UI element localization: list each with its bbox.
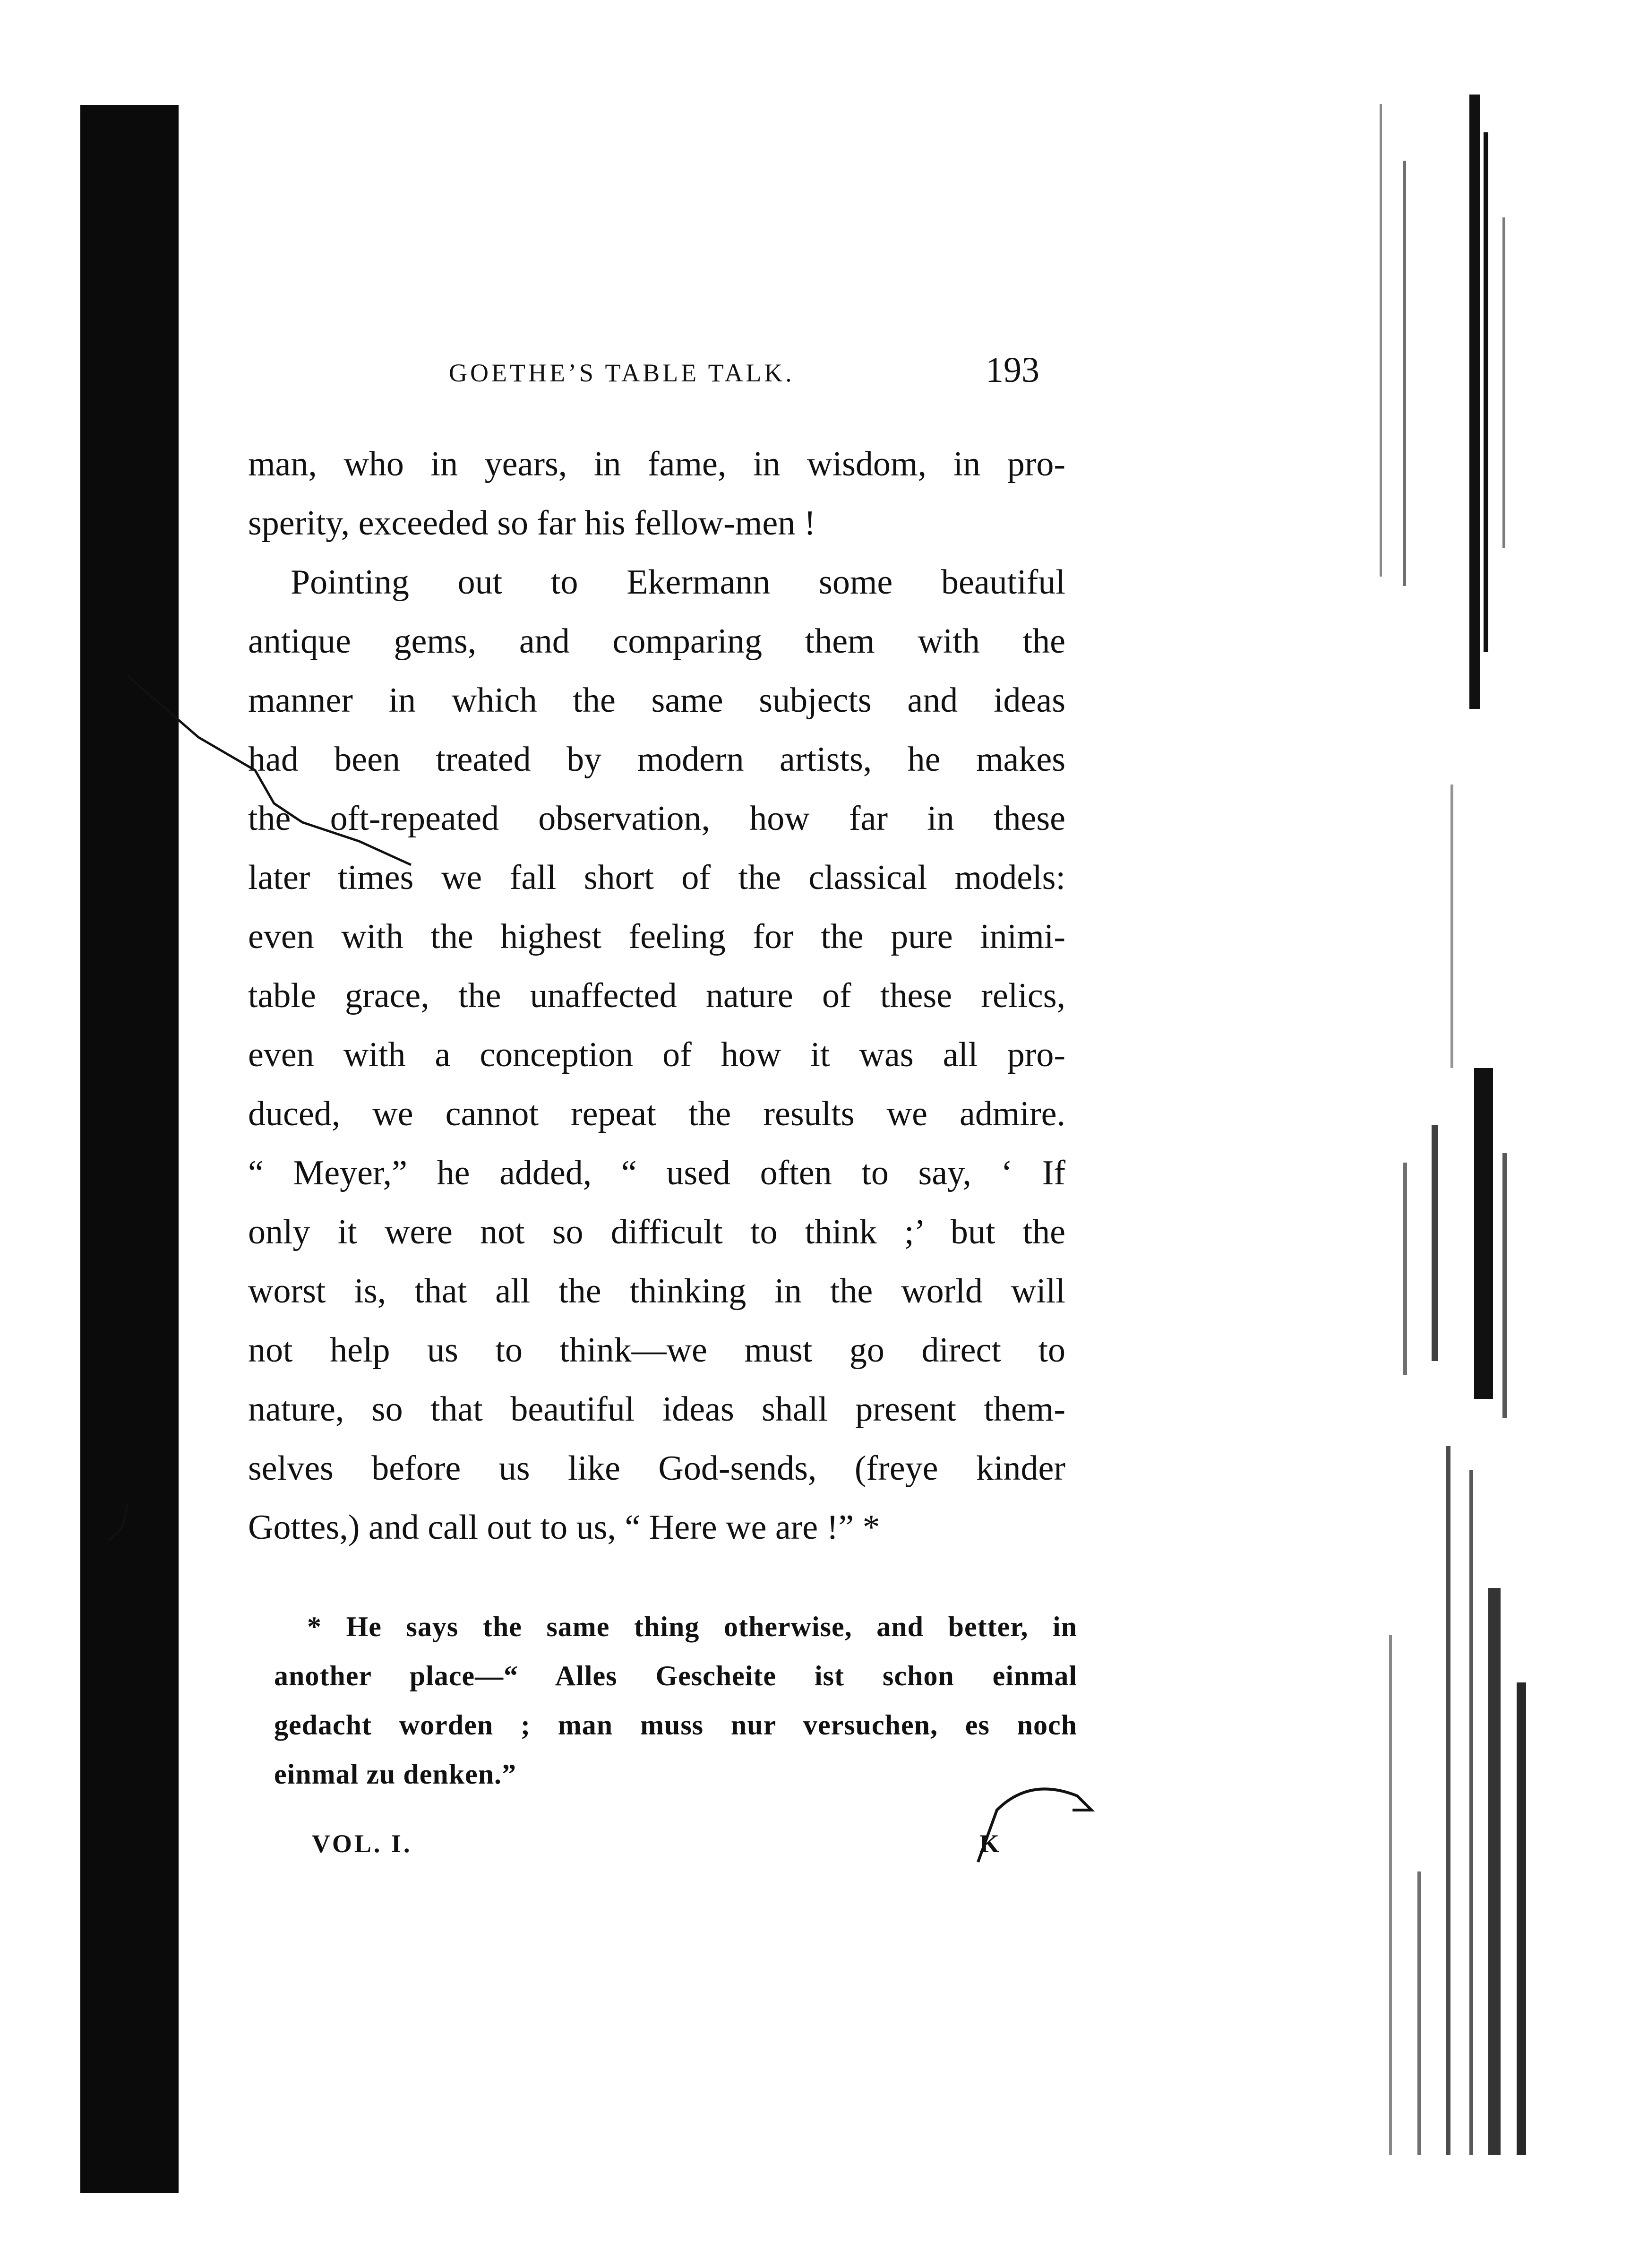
page-edge-scan-noise [1361, 76, 1573, 2193]
text-line: later times we fall short of the classical models: [248, 858, 1065, 897]
text-line: selves before us like God-sends, (freye kinder [248, 1449, 1065, 1488]
text-line: manner in which the same subjects and ideas [248, 681, 1065, 720]
footnote [274, 1602, 1077, 1799]
text-line: even with the highest feeling for the pure inimi- [248, 917, 1065, 956]
text-line: the oft-repeated observation, how far in these [248, 799, 1065, 838]
footnote-line: * He says the same thing otherwise, and better, in [307, 1611, 1077, 1642]
gathering-mark: K [979, 1829, 1002, 1858]
scan-gutter-shadow [80, 105, 179, 2193]
text-line: “ Meyer,” he added, “ used often to say, ‘ If [248, 1154, 1065, 1192]
text-line: had been treated by modern artists, he makes [248, 740, 1065, 779]
footnote-line: gedacht worden ; man muss nur versuchen, es noch [274, 1709, 1077, 1741]
running-header [449, 350, 1049, 392]
text-line: man, who in years, in fame, in wisdom, in pro- [248, 445, 1065, 483]
text-line: even with a conception of how it was all pro- [248, 1035, 1065, 1074]
volume-mark: VOL. I. [312, 1829, 412, 1858]
text-line: duced, we cannot repeat the results we admire. [248, 1095, 1065, 1133]
text-line: table grace, the unaffected nature of these relics, [248, 976, 1065, 1015]
main-text [248, 435, 1065, 1557]
text-line: Gottes,) and call out to us, “ Here we are !” * [248, 1508, 880, 1547]
text-line: not help us to think—we must go direct to [248, 1331, 1065, 1370]
footnote-line: einmal zu denken.” [274, 1759, 517, 1790]
text-line: sperity, exceeded so far his fellow-men ! [248, 504, 816, 543]
text-line: antique gems, and comparing them with the [248, 622, 1065, 661]
page-number: 193 [986, 350, 1039, 390]
text-line: Pointing out to Ekermann some beautiful [291, 563, 1065, 602]
footnote-line: another place—“ Alles Gescheite ist schon einmal [274, 1660, 1077, 1691]
running-title: GOETHE’S TABLE TALK. [449, 359, 795, 387]
text-line: nature, so that beautiful ideas shall present them- [248, 1390, 1065, 1429]
text-line: worst is, that all the thinking in the world will [248, 1272, 1065, 1311]
printer-signature [312, 1829, 1002, 1867]
text-line: only it were not so difficult to think ;’ but the [248, 1213, 1065, 1251]
